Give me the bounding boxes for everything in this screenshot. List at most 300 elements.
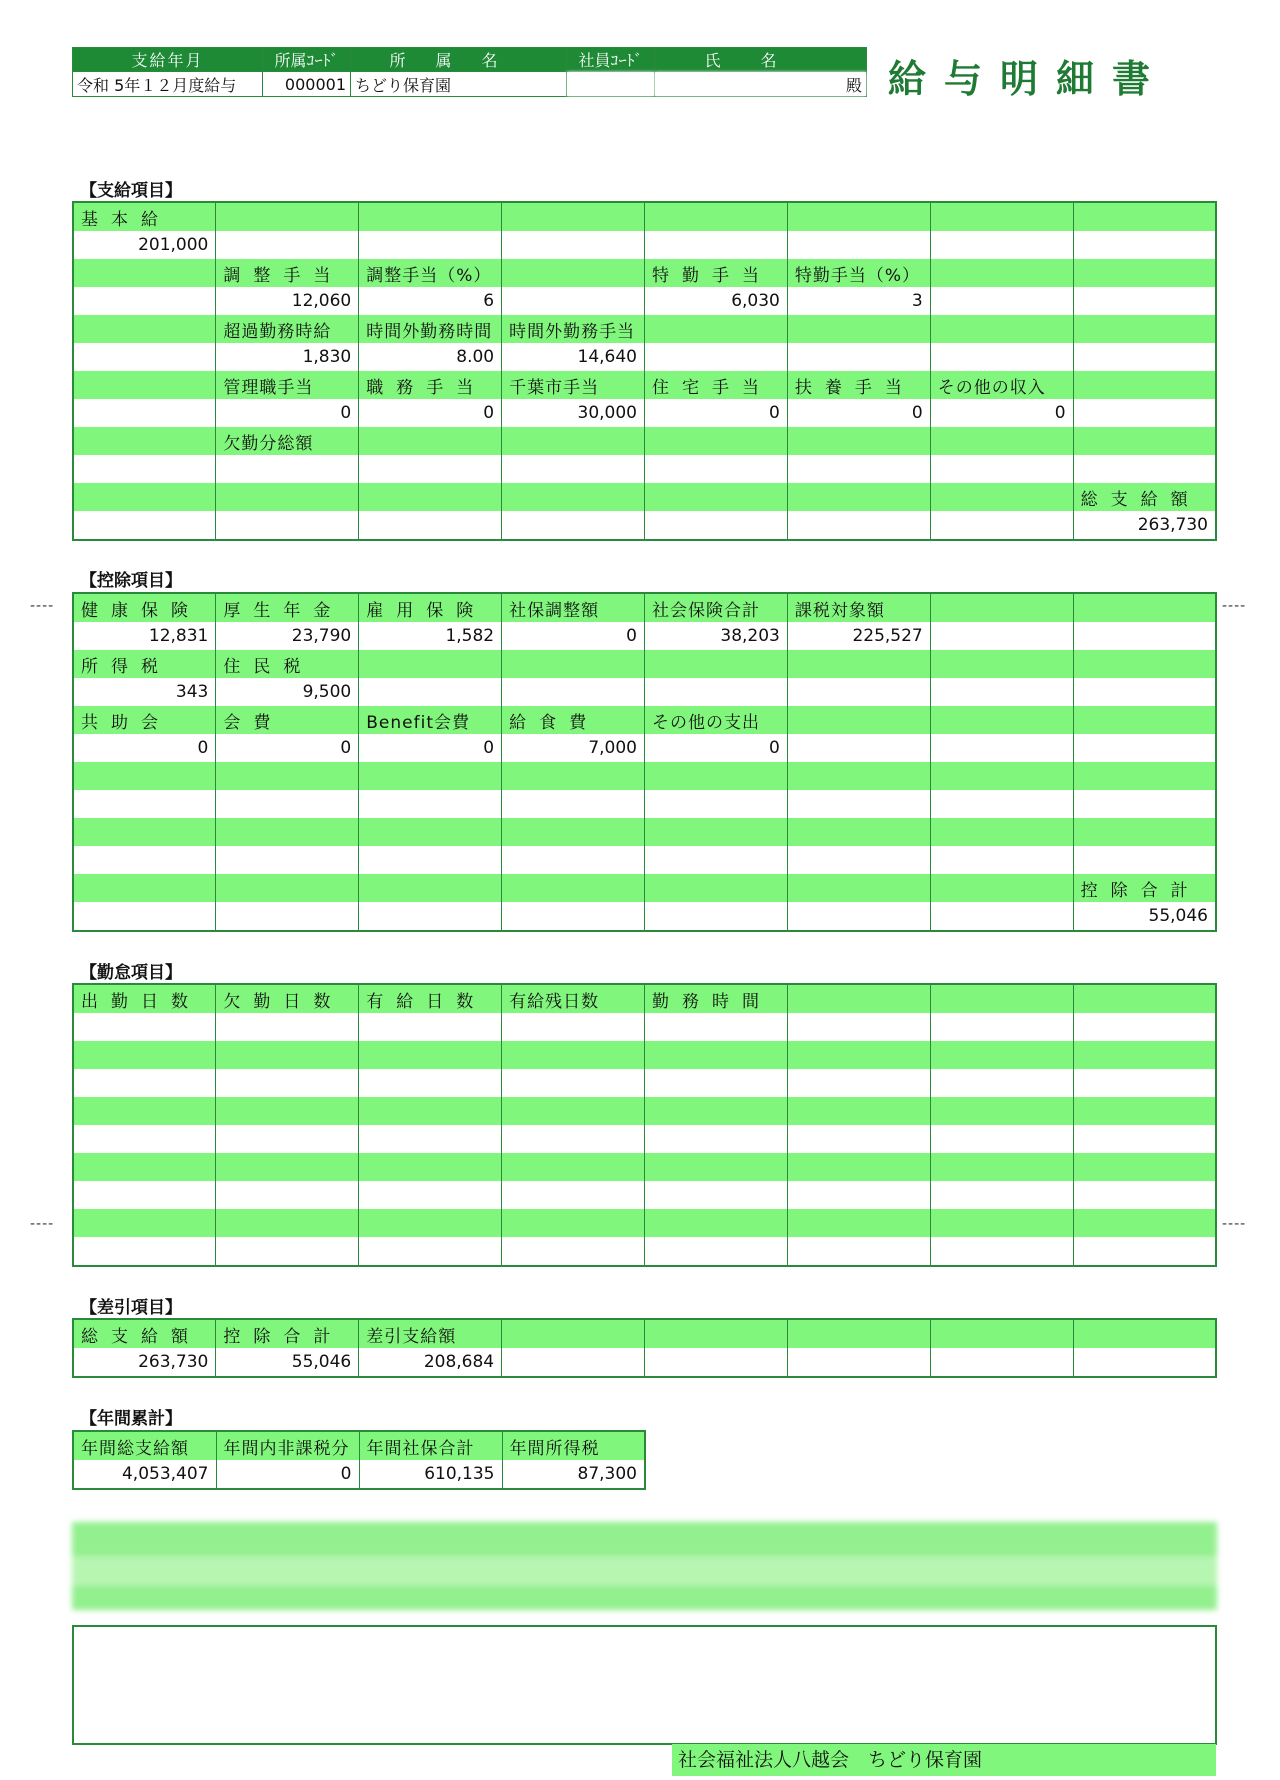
- label-cell: [787, 427, 930, 455]
- value-cell: 1,582: [359, 622, 502, 650]
- value-cell: 38,203: [645, 622, 788, 650]
- label-cell: [645, 1097, 788, 1125]
- net-section-title: 【差引項目】: [80, 1298, 182, 1318]
- value-cell: 6,030: [645, 287, 788, 315]
- value-row: [73, 455, 1216, 483]
- value-cell: [359, 1013, 502, 1041]
- label-cell: Benefit会費: [359, 706, 502, 734]
- label-cell: [930, 427, 1073, 455]
- value-cell: [930, 1348, 1073, 1377]
- value-cell: 343: [73, 678, 216, 706]
- label-cell: 所得税: [73, 650, 216, 678]
- label-cell: [73, 1209, 216, 1237]
- value-cell: 0: [930, 399, 1073, 427]
- value-cell: 8.00: [359, 343, 502, 371]
- label-cell: [1073, 1153, 1216, 1181]
- value-cell: 0: [73, 734, 216, 762]
- label-cell: [645, 1153, 788, 1181]
- label-cell: [73, 427, 216, 455]
- dept-code: 000001: [263, 72, 351, 97]
- value-cell: 201,000: [73, 231, 216, 259]
- cut-mark-left-top: ----: [30, 598, 55, 614]
- value-cell: 4,053,407: [73, 1460, 216, 1489]
- label-row: [73, 259, 1216, 287]
- value-cell: [502, 902, 645, 931]
- label-cell: [216, 202, 359, 231]
- label-cell: [787, 483, 930, 511]
- honorific-wrap: [840, 47, 866, 97]
- value-cell: [930, 287, 1073, 315]
- footer-organization: 社会福祉法人八越会 ちどり保育園: [672, 1744, 1216, 1776]
- label-cell: [73, 259, 216, 287]
- label-cell: [502, 483, 645, 511]
- value-row: [73, 902, 1216, 931]
- label-cell: [787, 1097, 930, 1125]
- label-cell: 住民税: [216, 650, 359, 678]
- pay-period: 令和 5年１２月度給与: [73, 72, 263, 97]
- value-cell: [787, 902, 930, 931]
- value-cell: [359, 455, 502, 483]
- label-cell: 欠勤分総額: [216, 427, 359, 455]
- value-cell: [787, 790, 930, 818]
- value-cell: [1073, 678, 1216, 706]
- label-cell: [787, 1041, 930, 1069]
- label-pay-period: 支給年月: [73, 48, 263, 72]
- value-cell: [787, 1237, 930, 1266]
- label-cell: [1073, 984, 1216, 1013]
- label-cell: 共助会: [73, 706, 216, 734]
- value-cell: [930, 511, 1073, 540]
- label-cell: [502, 650, 645, 678]
- label-cell: [359, 1097, 502, 1125]
- label-cell: [645, 483, 788, 511]
- label-cell: [645, 874, 788, 902]
- value-cell: [787, 678, 930, 706]
- memo-box: [72, 1625, 1217, 1745]
- label-row: [73, 202, 1216, 231]
- value-cell: [359, 846, 502, 874]
- page-title: 給与明細書: [888, 57, 1169, 101]
- label-cell: 給食費: [502, 706, 645, 734]
- value-cell: [645, 790, 788, 818]
- label-cell: 調整手当（%）: [359, 259, 502, 287]
- label-cell: [502, 1041, 645, 1069]
- label-cell: [645, 818, 788, 846]
- label-cell: [1073, 427, 1216, 455]
- label-cell: [787, 706, 930, 734]
- label-emp-code: 社員ｺｰﾄﾞ: [567, 48, 655, 72]
- attendance-table: [72, 983, 1217, 1267]
- value-cell: [930, 1013, 1073, 1041]
- value-cell: 0: [359, 734, 502, 762]
- label-cell: [787, 984, 930, 1013]
- deductions-table: [72, 592, 1217, 932]
- value-cell: [645, 678, 788, 706]
- value-cell: [787, 343, 930, 371]
- label-cell: [216, 1041, 359, 1069]
- label-cell: [930, 874, 1073, 902]
- label-cell: [1073, 259, 1216, 287]
- label-cell: 年間総支給額: [73, 1431, 216, 1460]
- value-cell: [787, 455, 930, 483]
- label-cell: [1073, 706, 1216, 734]
- label-row: [73, 1153, 1216, 1181]
- label-cell: [930, 1041, 1073, 1069]
- value-row: [73, 399, 1216, 427]
- label-cell: [787, 202, 930, 231]
- label-row: [73, 650, 1216, 678]
- value-row: [73, 1460, 645, 1489]
- label-cell: [787, 1209, 930, 1237]
- cut-mark-right-top: ----: [1222, 598, 1247, 614]
- value-cell: [1073, 790, 1216, 818]
- label-cell: [73, 874, 216, 902]
- label-cell: [645, 202, 788, 231]
- value-cell: [787, 1348, 930, 1377]
- label-cell: [502, 818, 645, 846]
- value-cell: [1073, 1069, 1216, 1097]
- label-cell: 有給日数: [359, 984, 502, 1013]
- value-row: [73, 1069, 1216, 1097]
- label-dept-name: 所属名: [351, 48, 567, 72]
- value-cell: [73, 455, 216, 483]
- value-cell: [1073, 343, 1216, 371]
- value-cell: [502, 1181, 645, 1209]
- value-row: [73, 678, 1216, 706]
- label-row: [73, 1431, 645, 1460]
- value-cell: [216, 790, 359, 818]
- value-cell: [645, 846, 788, 874]
- label-cell: [645, 427, 788, 455]
- label-cell: 雇用保険: [359, 593, 502, 622]
- label-cell: [502, 1097, 645, 1125]
- label-cell: 課税対象額: [787, 593, 930, 622]
- label-cell: [930, 315, 1073, 343]
- value-cell: [1073, 622, 1216, 650]
- label-cell: [216, 483, 359, 511]
- label-cell: [73, 762, 216, 790]
- value-cell: [73, 343, 216, 371]
- value-cell: [502, 846, 645, 874]
- value-row: [73, 734, 1216, 762]
- cut-mark-right-bottom: ----: [1222, 1216, 1247, 1232]
- label-cell: [359, 1153, 502, 1181]
- annual-table: [72, 1430, 646, 1490]
- value-cell: [502, 1013, 645, 1041]
- value-cell: [502, 455, 645, 483]
- value-row: [73, 1181, 1216, 1209]
- label-cell: 超過勤務時給: [216, 315, 359, 343]
- label-cell: その他の支出: [645, 706, 788, 734]
- value-cell: [787, 1013, 930, 1041]
- label-cell: [645, 1209, 788, 1237]
- label-row: [73, 706, 1216, 734]
- value-cell: [645, 1125, 788, 1153]
- value-cell: [930, 678, 1073, 706]
- label-cell: [502, 202, 645, 231]
- honorific: 殿: [845, 76, 862, 95]
- label-cell: 有給残日数: [502, 984, 645, 1013]
- value-cell: [502, 1069, 645, 1097]
- label-cell: [930, 818, 1073, 846]
- value-cell: [359, 1125, 502, 1153]
- value-cell: [73, 1237, 216, 1266]
- value-cell: [216, 231, 359, 259]
- label-cell: [216, 762, 359, 790]
- value-cell: 0: [216, 734, 359, 762]
- value-cell: [359, 1069, 502, 1097]
- label-cell: [502, 874, 645, 902]
- label-cell: 控除合計: [1073, 874, 1216, 902]
- value-cell: [73, 846, 216, 874]
- label-cell: [359, 483, 502, 511]
- value-cell: [216, 1181, 359, 1209]
- label-cell: [359, 874, 502, 902]
- value-cell: 6: [359, 287, 502, 315]
- value-cell: 87,300: [502, 1460, 645, 1489]
- label-cell: [787, 650, 930, 678]
- label-cell: [502, 259, 645, 287]
- value-cell: [216, 1013, 359, 1041]
- value-cell: [1073, 1181, 1216, 1209]
- value-cell: [1073, 1125, 1216, 1153]
- label-cell: 会費: [216, 706, 359, 734]
- value-cell: [73, 1125, 216, 1153]
- label-row: [73, 427, 1216, 455]
- value-row: [73, 790, 1216, 818]
- value-cell: [930, 902, 1073, 931]
- value-cell: [1073, 734, 1216, 762]
- value-cell: [1073, 399, 1216, 427]
- value-cell: [930, 343, 1073, 371]
- label-cell: 控除合計: [216, 1319, 359, 1348]
- label-cell: 年間所得税: [502, 1431, 645, 1460]
- label-row: [73, 371, 1216, 399]
- label-cell: [930, 1153, 1073, 1181]
- label-cell: [359, 650, 502, 678]
- label-cell: [73, 483, 216, 511]
- label-cell: [1073, 1209, 1216, 1237]
- value-cell: [73, 1181, 216, 1209]
- label-cell: [216, 1097, 359, 1125]
- value-row: [73, 511, 1216, 540]
- value-cell: [645, 343, 788, 371]
- attendance-section-title: 【勤怠項目】: [80, 963, 182, 983]
- value-cell: 0: [216, 399, 359, 427]
- label-row: [73, 762, 1216, 790]
- label-cell: [216, 1209, 359, 1237]
- value-row: [73, 1125, 1216, 1153]
- label-cell: [787, 818, 930, 846]
- value-cell: [1073, 455, 1216, 483]
- value-cell: 23,790: [216, 622, 359, 650]
- label-cell: [359, 818, 502, 846]
- value-cell: 0: [787, 399, 930, 427]
- value-cell: [359, 511, 502, 540]
- value-cell: [73, 399, 216, 427]
- value-cell: [930, 1125, 1073, 1153]
- label-cell: [787, 1153, 930, 1181]
- value-cell: 1,830: [216, 343, 359, 371]
- value-cell: 0: [502, 622, 645, 650]
- label-cell: 住宅手当: [645, 371, 788, 399]
- value-cell: [930, 1181, 1073, 1209]
- value-cell: [930, 734, 1073, 762]
- value-cell: [73, 1069, 216, 1097]
- label-cell: [359, 762, 502, 790]
- label-cell: [502, 1153, 645, 1181]
- value-cell: [502, 1237, 645, 1266]
- value-cell: [645, 455, 788, 483]
- value-cell: [502, 678, 645, 706]
- value-cell: [645, 1181, 788, 1209]
- value-cell: [216, 1237, 359, 1266]
- label-cell: [1073, 650, 1216, 678]
- value-cell: [787, 1181, 930, 1209]
- value-cell: [787, 734, 930, 762]
- value-cell: [930, 846, 1073, 874]
- label-cell: [502, 1319, 645, 1348]
- value-cell: 0: [645, 399, 788, 427]
- value-row: [73, 622, 1216, 650]
- label-cell: [359, 1041, 502, 1069]
- value-cell: [930, 790, 1073, 818]
- value-cell: 14,640: [502, 343, 645, 371]
- value-cell: [216, 1125, 359, 1153]
- label-cell: 特勤手当: [645, 259, 788, 287]
- net-table: [72, 1318, 1217, 1378]
- value-cell: [359, 1181, 502, 1209]
- value-cell: 610,135: [359, 1460, 502, 1489]
- label-cell: 調整手当: [216, 259, 359, 287]
- payments-section-title: 【支給項目】: [80, 181, 182, 201]
- value-cell: [645, 1237, 788, 1266]
- label-row: [73, 874, 1216, 902]
- value-cell: [73, 511, 216, 540]
- value-cell: 55,046: [1073, 902, 1216, 931]
- value-cell: 225,527: [787, 622, 930, 650]
- label-cell: [930, 984, 1073, 1013]
- payments-table: [72, 201, 1217, 541]
- value-cell: 208,684: [359, 1348, 502, 1377]
- label-cell: 健康保険: [73, 593, 216, 622]
- label-cell: [930, 259, 1073, 287]
- label-row: [73, 315, 1216, 343]
- label-cell: 差引支給額: [359, 1319, 502, 1348]
- value-cell: [645, 1013, 788, 1041]
- label-cell: 社保調整額: [502, 593, 645, 622]
- value-cell: [930, 455, 1073, 483]
- value-cell: [1073, 1013, 1216, 1041]
- value-cell: [787, 1125, 930, 1153]
- label-cell: 社会保険合計: [645, 593, 788, 622]
- value-cell: [359, 902, 502, 931]
- label-cell: [930, 650, 1073, 678]
- value-cell: [502, 1348, 645, 1377]
- annual-section-title: 【年間累計】: [80, 1409, 182, 1429]
- label-cell: その他の収入: [930, 371, 1073, 399]
- label-row: [73, 984, 1216, 1013]
- value-cell: 3: [787, 287, 930, 315]
- value-cell: [1073, 1348, 1216, 1377]
- value-cell: [930, 231, 1073, 259]
- value-cell: [502, 790, 645, 818]
- label-cell: [645, 1319, 788, 1348]
- value-row: [73, 1237, 1216, 1266]
- value-cell: [645, 1348, 788, 1377]
- value-cell: [645, 1069, 788, 1097]
- dept-name: ちどり保育園: [351, 72, 567, 97]
- value-cell: [1073, 287, 1216, 315]
- label-cell: 年間社保合計: [359, 1431, 502, 1460]
- value-cell: [502, 231, 645, 259]
- value-cell: [1073, 231, 1216, 259]
- value-cell: [216, 1069, 359, 1097]
- label-cell: 勤務時間: [645, 984, 788, 1013]
- value-cell: [359, 790, 502, 818]
- label-cell: [645, 315, 788, 343]
- value-cell: [502, 511, 645, 540]
- label-cell: [73, 371, 216, 399]
- value-cell: [216, 902, 359, 931]
- label-cell: 基本給: [73, 202, 216, 231]
- label-cell: 扶養手当: [787, 371, 930, 399]
- label-cell: 時間外勤務手当: [502, 315, 645, 343]
- label-cell: [73, 1153, 216, 1181]
- employee-name-redacted: [655, 72, 867, 97]
- label-cell: 欠勤日数: [216, 984, 359, 1013]
- label-cell: 千葉市手当: [502, 371, 645, 399]
- label-cell: [645, 650, 788, 678]
- label-cell: 管理職手当: [216, 371, 359, 399]
- label-cell: [1073, 593, 1216, 622]
- value-cell: [73, 287, 216, 315]
- label-cell: [502, 1209, 645, 1237]
- label-cell: [73, 1097, 216, 1125]
- label-cell: [73, 1041, 216, 1069]
- label-cell: [930, 762, 1073, 790]
- label-cell: [645, 762, 788, 790]
- label-cell: [930, 202, 1073, 231]
- value-cell: [359, 231, 502, 259]
- label-cell: [1073, 371, 1216, 399]
- value-cell: [930, 1069, 1073, 1097]
- label-cell: [930, 706, 1073, 734]
- value-row: [73, 231, 1216, 259]
- value-cell: [359, 1237, 502, 1266]
- value-cell: 263,730: [73, 1348, 216, 1377]
- label-row: [73, 483, 1216, 511]
- label-cell: [787, 1319, 930, 1348]
- label-row: [73, 818, 1216, 846]
- value-cell: [787, 1069, 930, 1097]
- label-cell: 総支給額: [1073, 483, 1216, 511]
- value-cell: [645, 511, 788, 540]
- label-cell: [1073, 315, 1216, 343]
- value-cell: 12,060: [216, 287, 359, 315]
- label-cell: [359, 1209, 502, 1237]
- value-row: [73, 1348, 1216, 1377]
- value-cell: 0: [359, 399, 502, 427]
- value-cell: 7,000: [502, 734, 645, 762]
- redacted-band: [72, 1522, 1217, 1610]
- label-cell: [502, 762, 645, 790]
- value-cell: 263,730: [1073, 511, 1216, 540]
- label-cell: 特勤手当（%）: [787, 259, 930, 287]
- value-cell: 12,831: [73, 622, 216, 650]
- value-row: [73, 1013, 1216, 1041]
- value-cell: 0: [645, 734, 788, 762]
